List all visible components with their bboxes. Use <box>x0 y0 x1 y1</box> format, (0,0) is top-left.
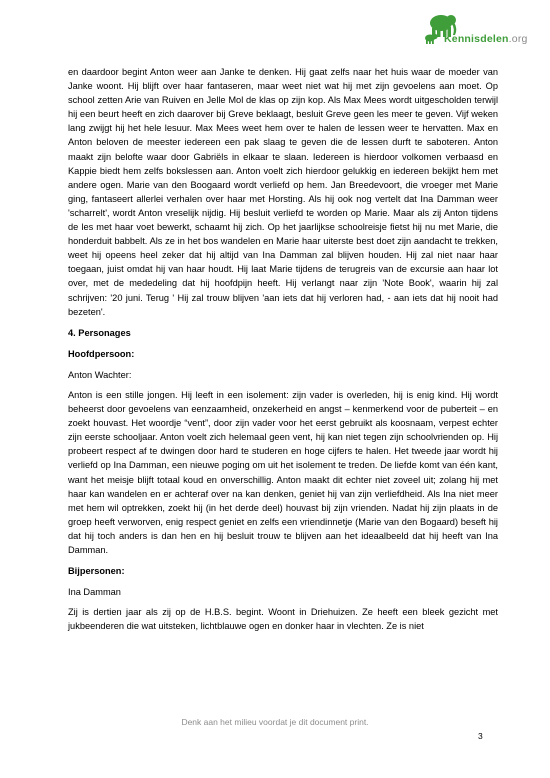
subheading-hoofdpersoon: Hoofdpersoon: <box>68 348 135 359</box>
logo-wordmark: Kennisdelen.org <box>444 33 528 45</box>
paragraph-summary-end: en daardoor begint Anton weer aan Janke te denken. Hij gaat zelfs naar het huis waar de moeder van Janke woont. Hij blijft over haar fantaseren, maar weet niet wat hij met zijn gevoelens aan moet. Op school zetten Arie van Ruiven en Jelle Mol de klas op zijn kop. Als Max Mees wordt uitgescholden terwijl hij een beurt heeft en zich daarover bij Greve beklaagt, besluit Greve geen les meer te geven. Vijf weken lang zwijgt hij het hele lesuur. Max Mees weet hem over te halen de lessen weer te hervatten. Max en Anton beloven de meester iedereen een pak slaag te geven die de lessen durft te saboteren. Anton maakt zijn belofte waar door Gabriëls in elkaar te slaan. Iedereen is hierdoor volkomen verbaasd en Kappie biedt hem zelfs bokslessen aan. Anton voelt zich hierdoor gelukkig en iedereen bekijkt hem met andere ogen. Marie van den Boogaard wordt verliefd op hem. Jan Breedevoort, die vroeger met Marie ging, fantaseert allerlei verhalen over haar met Horsting. Als hij ook nog vertelt dat Ina Damman weer 'scharrelt', wordt Anton vreselijk nijdig. Hij besluit verliefd te worden op Marie. Maar als zij Anton tijdens de les met haar voet bewerkt, schaamt hij zich. Op het jaarlijkse schoolreisje fietst hij nu met Marie, die honderduit babbelt. Als ze in het bos wandelen en Marie haar uiterste best doet zijn aandacht te trekken, weet hij opeens heel zeker dat hij altijd van Ina Damman zal blijven houden. Hij zal niet naar haar toegaan, juist omdat hij van haar houdt. Hij laat Marie tijdens de terugreis van de excursie aan haar lot over, met de mededeling dat hij hoofdpijn heeft. Hij verlangt naar zijn 'Note Book', waarin hij zal schrijven: '20 juni. Terug ' Hij zal trouw blijven 'aan iets dat hij verloren had, - aan iets dat hij nooit had bezeten'. <box>68 67 498 317</box>
page-number: 3 <box>478 731 483 741</box>
document-body <box>68 65 498 640</box>
paragraph-ina: Zij is dertien jaar als zij op de H.B.S. begint. Woont in Driehuizen. Ze heeft een bleek gezicht met jukbeenderen die wat uitsteken, lichtblauwe ogen en donker haar in vlechten. Ze is niet <box>68 607 498 632</box>
footer-note: Denk aan het milieu voordat je dit document print. <box>181 717 369 727</box>
character-name-ina: Ina Damman <box>68 587 121 598</box>
character-name-anton: Anton Wachter: <box>68 369 132 380</box>
paragraph-anton: Anton is een stille jongen. Hij leeft in een isolement: zijn vader is overleden, hij is enig kind. Hij wordt beheerst door gevoelens van eenzaamheid, onzekerheid en angst – kenmerkend voor de puberteit – en zoekt houvast. Het woordje “vent”, door zijn vader voor het eerst gebruikt als koosnaam, verpest echter zijn eerste schooljaar. Anton voelt zich helemaal geen vent, hij kan niet tegen zijn schoolvrienden op. Hij probeert respect af te dwingen door hard te studeren en hoge cijfers te halen. Het tweede jaar wordt hij verliefd op Ina Damman, een nieuwe poging om uit het isolement te treden. De liefde komt van één kant, want het meisje blijft totaal koud en onverschillig. Anton maakt dit echter niet zoveel uit; zolang hij met haar kan wandelen en er achteraf over na kan denken, geniet hij van zijn verliefdheid. Als Ina niet meer met hem wil optrekken, zoekt hij (in het derde deel) houvast bij zijn vrienden. Nadat hij zijn plaats in de groep heeft verworven, enig respect geniet en zelfs een vriendinnetje (Marie van den Bogaard) beseft hij dat hij toch anders is dan hen en hij besluit trouw te blijven aan het ideaalbeeld dat hij heeft van Ina Damman. <box>68 389 498 555</box>
section-heading-personages: 4. Personages <box>68 327 131 338</box>
subheading-bijpersonen: Bijpersonen: <box>68 566 125 577</box>
kennisdelen-logo <box>420 11 544 51</box>
